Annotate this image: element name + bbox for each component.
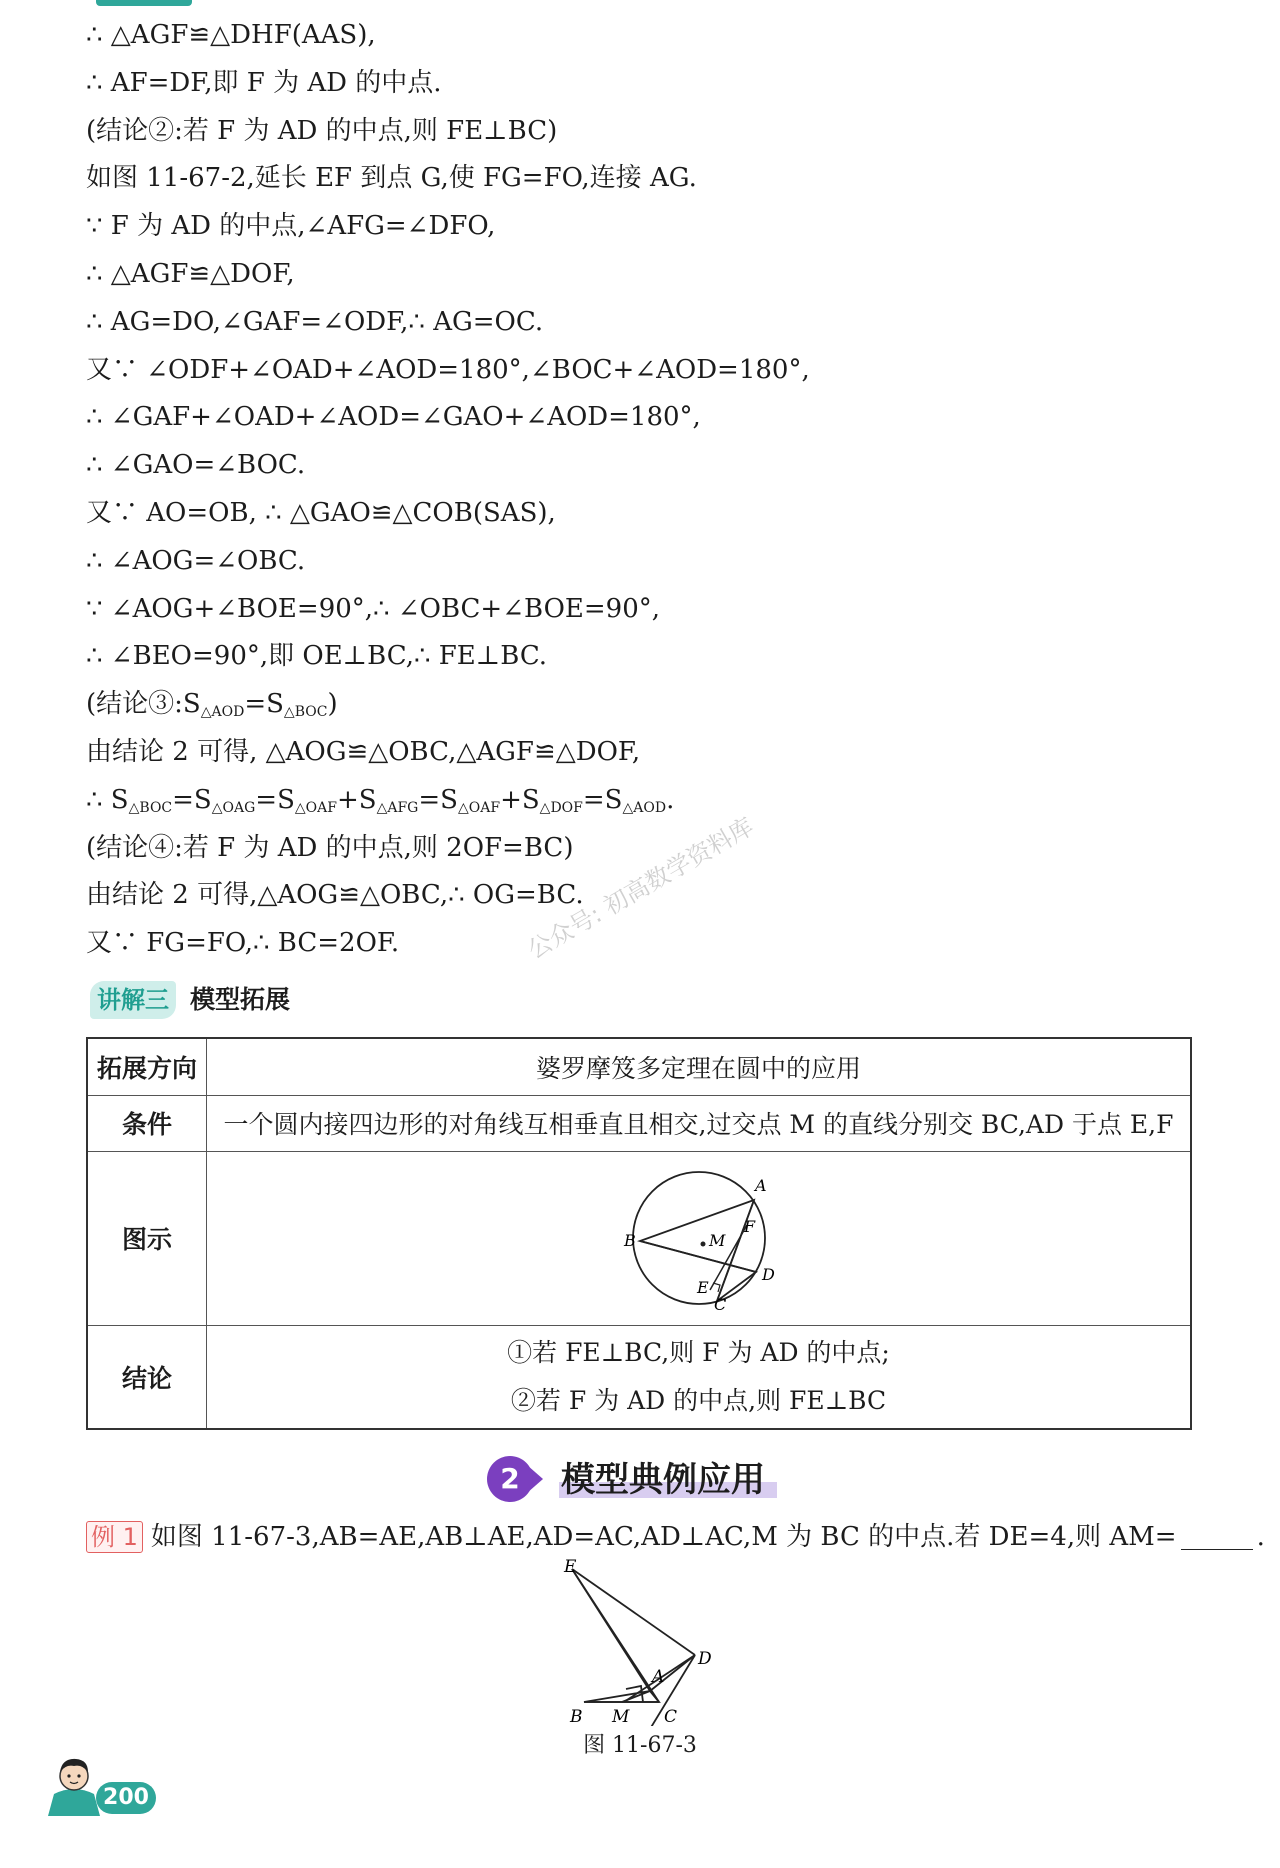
subscript: △OAF	[294, 799, 337, 816]
text-part: .	[666, 784, 675, 815]
label-m: M	[612, 1707, 630, 1726]
subscript: △BOC	[128, 799, 173, 816]
table-key: 结论	[87, 1325, 207, 1429]
table-row	[87, 1038, 1191, 1095]
label-m: M	[708, 1231, 725, 1250]
extension-table	[86, 1037, 1192, 1430]
segment-ed	[572, 1569, 695, 1655]
circle-quadrilateral-figure	[614, 1160, 784, 1310]
proof-line: 又∵ FG=FO,∴ BC=2OF.	[86, 928, 400, 959]
proof-line: ∴ ∠GAF+∠OAD+∠AOD=∠GAO+∠AOD=180°,	[86, 402, 701, 433]
table-value: 婆罗摩笈多定理在圆中的应用	[207, 1038, 1192, 1095]
section-2-header	[487, 1454, 807, 1506]
section-tag: 讲解三	[90, 981, 176, 1019]
label-d: D	[698, 1649, 712, 1669]
text-part: =S	[255, 784, 295, 815]
proof-line: 由结论 2 可得,△AOG≌△OBC,∴ OG=BC.	[86, 880, 584, 911]
label-c: C	[713, 1295, 726, 1310]
mascot-icon	[44, 1750, 104, 1816]
example-end: .	[1256, 1522, 1265, 1552]
label-a: A	[754, 1176, 767, 1195]
proof-line: ∴ AG=DO,∠GAF=∠ODF,∴ AG=OC.	[86, 306, 544, 337]
diagonal-ac	[717, 1200, 754, 1301]
section-2-title: 模型典例应用	[561, 1460, 765, 1500]
label-e: E	[564, 1558, 577, 1577]
label-d: D	[761, 1265, 775, 1284]
table-figure-cell	[207, 1151, 1192, 1325]
subscript: △AOD	[622, 799, 667, 816]
figure-caption: 图 11-67-3	[583, 1733, 697, 1758]
subscript: △AOD	[200, 704, 245, 721]
text-part: =S	[244, 689, 284, 720]
subscript: △DOF	[539, 799, 583, 816]
top-accent-bar	[96, 0, 192, 6]
table-row	[87, 1151, 1191, 1325]
proof-line: 如图 11-67-2,延长 EF 到点 G,使 FG=FO,连接 AG.	[86, 163, 697, 194]
segment-ea	[572, 1569, 650, 1691]
section-number-badge: 2	[487, 1456, 533, 1502]
watermark: 公众号: 初高数学资料库	[523, 812, 759, 965]
label-e: E	[696, 1278, 709, 1297]
subscript: △BOC	[283, 704, 328, 721]
example-tag: 例 1	[86, 1521, 143, 1553]
proof-line: ∴ ∠BEO=90°,即 OE⊥BC,∴ FE⊥BC.	[86, 641, 548, 672]
table-row	[87, 1325, 1191, 1429]
proof-line: ∴ △AGF≌△DHF(AAS),	[86, 20, 376, 50]
text-part: (结论③:S	[86, 689, 201, 720]
proof-line: 又∵ ∠ODF+∠OAD+∠AOD=180°,∠BOC+∠AOD=180°,	[86, 354, 810, 385]
table-key: 条件	[87, 1095, 207, 1151]
text-part: =S	[172, 784, 212, 815]
text-part: )	[327, 689, 338, 720]
text-part: =S	[582, 784, 623, 815]
proof-line: (结论④:若 F 为 AD 的中点,则 2OF=BC)	[86, 832, 574, 863]
label-a: A	[652, 1667, 665, 1687]
point-m	[700, 1242, 705, 1247]
page-number: 200	[96, 1782, 156, 1814]
proof-line: ∴ ∠GAO=∠BOC.	[86, 450, 306, 481]
example-1	[86, 1515, 1265, 1559]
text-part: ∴ S	[86, 784, 129, 815]
proof-line: 由结论 2 可得, △AOG≌△OBC,△AGF≌△DOF,	[86, 736, 641, 767]
subscript: △AFG	[376, 799, 419, 816]
table-value: 一个圆内接四边形的对角线互相垂直且相交,过交点 M 的直线分别交 BC,AD 于点 E,F	[207, 1095, 1192, 1151]
label-c: C	[664, 1707, 678, 1726]
text-part: +S	[500, 784, 540, 815]
proof-line: (结论②:若 F 为 AD 的中点,则 FE⊥BC)	[86, 115, 558, 146]
conclusion-line: ②若 F 为 AD 的中点,则 FE⊥BC	[510, 1385, 887, 1415]
label-b: B	[570, 1707, 583, 1726]
section-title: 模型拓展	[190, 985, 291, 1014]
answer-blank[interactable]	[1181, 1527, 1253, 1550]
triangle-figure	[560, 1558, 720, 1726]
label-b: B	[623, 1231, 636, 1250]
proof-line: ∵ ∠AOG+∠BOE=90°,∴ ∠OBC+∠BOE=90°,	[86, 593, 661, 624]
table-row	[87, 1095, 1191, 1151]
diagonal-bd	[640, 1241, 756, 1272]
proof-line: ∴ ∠AOG=∠OBC.	[86, 545, 306, 576]
text-part: +S	[336, 784, 377, 815]
area-equation-line	[86, 777, 986, 825]
subscript: △OAF	[457, 799, 501, 816]
proof-line: ∴ △AGF≌△DOF,	[86, 258, 295, 289]
conclusion-line: ①若 FE⊥BC,则 F 为 AD 的中点;	[507, 1337, 890, 1367]
table-key: 图示	[87, 1151, 207, 1325]
subscript: △OAG	[211, 799, 256, 816]
proof-line: ∵ F 为 AD 的中点,∠AFG=∠DFO,	[86, 211, 496, 242]
label-f: F	[743, 1217, 755, 1236]
table-value	[207, 1325, 1192, 1429]
table-key: 拓展方向	[87, 1038, 207, 1095]
text-part: =S	[418, 784, 458, 815]
proof-block	[86, 12, 986, 968]
conclusion-3-line	[86, 681, 986, 729]
proof-line: ∴ AF=DF,即 F 为 AD 的中点.	[86, 67, 442, 98]
figure-11-67-3	[560, 1558, 720, 1730]
proof-line: 又∵ AO=OB, ∴ △GAO≌△COB(SAS),	[86, 497, 556, 528]
example-text: 如图 11-67-3,AB=AE,AB⊥AE,AD=AC,AD⊥AC,M 为 BC 的中点.若 DE=4,则 AM=	[150, 1522, 1177, 1552]
